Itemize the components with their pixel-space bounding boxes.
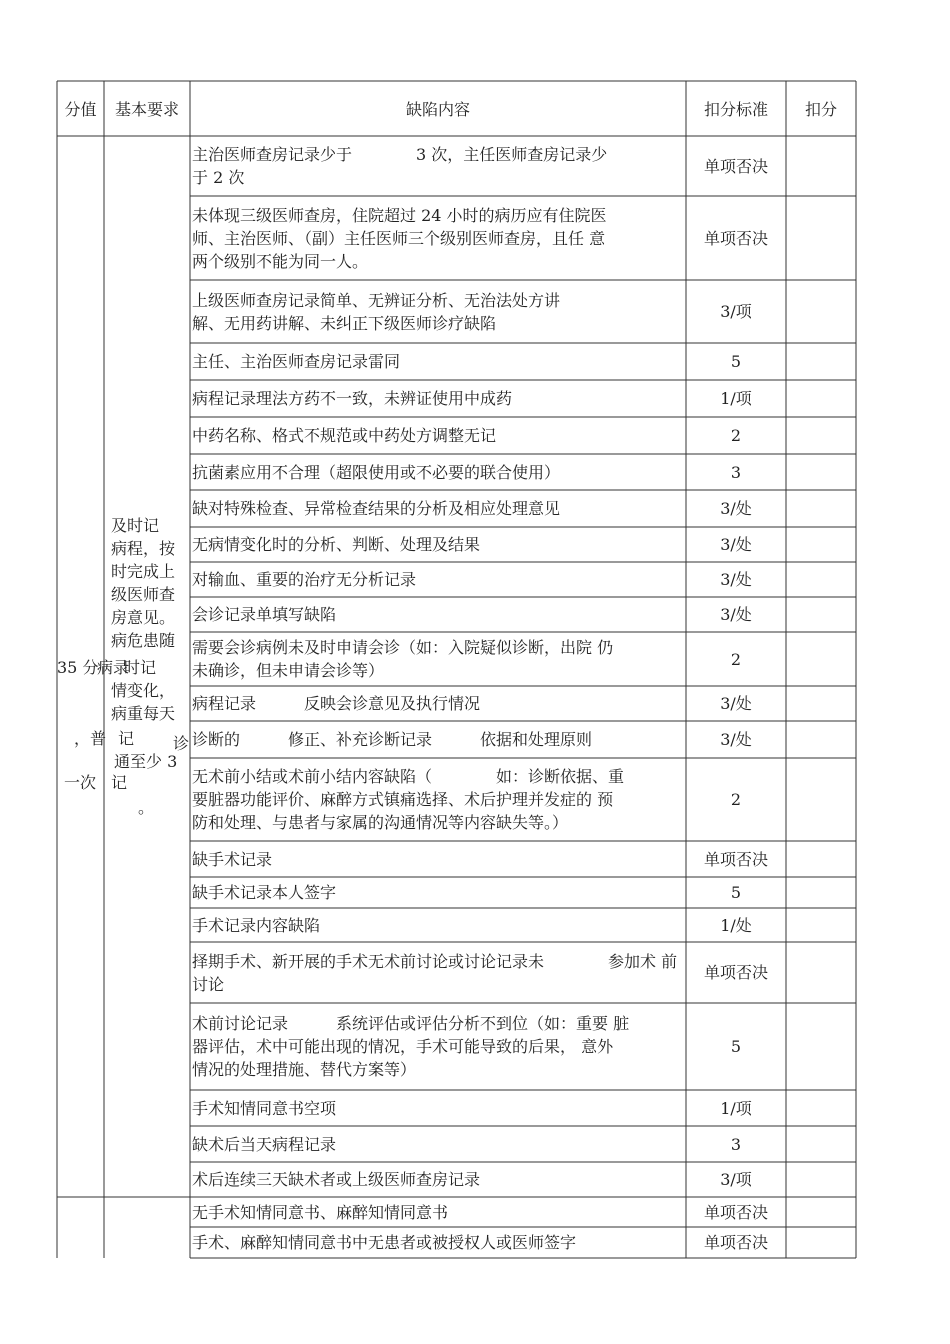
- header-basic-requirement: 基本要求: [114, 100, 179, 119]
- basic-requirement-line: 病危患随: [111, 631, 176, 650]
- basic-requirement-line: 记: [118, 729, 135, 748]
- defect-content-line: 缺手术记录: [192, 849, 273, 869]
- basic-requirement-line: 病重每天: [111, 704, 176, 723]
- deduction-standard-cell: 5: [730, 883, 742, 902]
- defect-content-line: 病程记录 反映会诊意见及执行情况: [192, 694, 481, 713]
- fragment-d: 诊: [173, 734, 190, 753]
- deduction-standard-cell: 1/处: [720, 915, 752, 935]
- basic-requirement-line: 房意见。: [111, 608, 176, 627]
- defect-content-line: 手术、麻醉知情同意书中无患者或被授权人或医师签字: [192, 1233, 577, 1252]
- defect-content-line: 术后连续三天缺术者或上级医师查房记录: [192, 1170, 481, 1189]
- defect-content-line: 抗菌素应用不合理（超限使用或不必要的联合使用）: [192, 462, 561, 482]
- defect-content-line: 病程记录理法方药不一致，未辨证使用中成药: [192, 389, 513, 408]
- deduction-standard-cell: 单项否决: [703, 228, 768, 248]
- deduction-standard-cell: 2: [730, 649, 742, 669]
- basic-requirement-line: 及时记: [111, 516, 160, 535]
- deduction-standard-cell: 3/处: [720, 499, 752, 518]
- defect-content-line: 主治医师查房记录少于 3 次，主任医师查房记录少: [192, 145, 608, 164]
- score-label: 35 分: [57, 658, 99, 677]
- deduction-standard-cell: 单项否决: [703, 1202, 768, 1222]
- deduction-standard-cell: 3/处: [720, 694, 752, 713]
- basic-requirement-line: 时记: [124, 658, 157, 677]
- defect-content-line: 于 2 次: [192, 168, 245, 187]
- basic-requirement-line: 级医师查: [111, 585, 176, 604]
- basic-requirement-line: 通至少 3: [114, 752, 178, 771]
- deduction-standard-cell: 5: [730, 1037, 742, 1056]
- basic-requirement-line: 时完成上: [111, 562, 176, 581]
- defect-content-line: 未体现三级医师查房，住院超过 24 小时的病历应有住院医: [192, 205, 607, 225]
- basic-requirement-line: 病程，按: [111, 539, 176, 558]
- deduction-standard-cell: 3/处: [720, 730, 752, 749]
- defect-content-line: 手术记录内容缺陷: [192, 915, 321, 935]
- header-score: 分值: [64, 100, 97, 119]
- defect-content-line: 需要会诊病例未及时申请会诊（如：入院疑似诊断，出院 仍: [192, 638, 614, 657]
- fragment-a: 病录: [97, 658, 130, 677]
- defect-content-line: 缺手术记录本人签字: [192, 883, 337, 902]
- defect-content-line: 诊断的 修正、补充诊断记录 依据和处理原则: [192, 730, 593, 749]
- deduction-standard-cell: 单项否决: [703, 849, 768, 869]
- defect-content-line: 防和处理、与患者与家属的沟通情况等内容缺失等。）: [192, 813, 569, 832]
- defect-content-line: 术前讨论记录 系统评估或评估分析不到位（如：重要 脏: [192, 1014, 630, 1033]
- defect-content-line: 无手术知情同意书、麻醉知情同意书: [192, 1202, 449, 1222]
- defect-content-line: 要脏器功能评价、麻醉方式镇痛选择、术后护理并发症的 预: [192, 790, 614, 809]
- defect-content-line: 无病情变化时的分析、判断、处理及结果: [192, 535, 481, 554]
- fragment-b: ，普: [74, 729, 107, 748]
- defect-content-line: 中药名称、格式不规范或中药处方调整无记: [192, 426, 497, 445]
- defect-content-line: 两个级别不能为同一人。: [192, 251, 369, 271]
- defect-content-line: 器评估，术中可能出现的情况，手术可能导致的后果， 意外: [192, 1037, 614, 1056]
- defect-content-line: 上级医师查房记录简单、无辨证分析、无治法处方讲: [192, 290, 561, 310]
- deduction-standard-cell: 单项否决: [703, 156, 768, 176]
- defect-content-line: 解、无用药讲解、未纠正下级医师诊疗缺陷: [192, 313, 497, 333]
- deduction-standard-cell: 单项否决: [703, 1233, 768, 1252]
- defect-content-line: 缺对特殊检查、异常检查结果的分析及相应处理意见: [192, 499, 561, 518]
- deduction-standard-cell: 3/项: [720, 302, 752, 321]
- deduction-standard-cell: 1/项: [720, 389, 752, 408]
- defect-content-line: 主任、主治医师查房记录雷同: [192, 352, 401, 371]
- fragment-c: 一次: [64, 773, 97, 792]
- deduction-standard-cell: 3: [730, 1134, 742, 1154]
- deduction-standard-cell: 3: [730, 462, 742, 482]
- deduction-standard-cell: 3/处: [720, 535, 752, 554]
- defect-content-line: 对输血、重要的治疗无分析记录: [192, 570, 417, 589]
- deduction-standard-cell: 3/处: [720, 605, 752, 624]
- basic-requirement-line: 。: [138, 798, 155, 817]
- header-deduction: 扣分: [804, 100, 837, 119]
- basic-requirement-line: 记: [111, 773, 128, 792]
- deduction-standard-cell: 5: [730, 352, 742, 371]
- basic-requirement-line: 情变化，: [111, 681, 176, 700]
- header-defect-content: 缺陷内容: [405, 100, 470, 119]
- defect-content-line: 情况的处理措施、替代方案等）: [192, 1060, 417, 1079]
- defect-content-line: 无术前小结或术前小结内容缺陷（ 如：诊断依据、重: [192, 767, 625, 786]
- deduction-standard-cell: 2: [730, 790, 742, 809]
- deduction-standard-cell: 3/项: [720, 1170, 752, 1189]
- header-deduction-standard: 扣分标准: [703, 100, 768, 119]
- deduction-standard-cell: 2: [730, 426, 742, 445]
- defect-content-line: 会诊记录单填写缺陷: [192, 605, 337, 624]
- defect-content-line: 师、主治医师、（副）主任医师三个级别医师查房，且任 意: [192, 228, 606, 248]
- defect-content-line: 缺术后当天病程记录: [192, 1134, 337, 1154]
- defect-content-line: 未确诊，但未申请会诊等）: [192, 661, 385, 680]
- deduction-standard-cell: 3/处: [720, 570, 752, 589]
- deduction-standard-cell: 单项否决: [703, 963, 768, 982]
- defect-content-line: 讨论: [192, 974, 225, 994]
- defect-content-line: 择期手术、新开展的手术无术前讨论或讨论记录未 参加术 前: [192, 951, 678, 971]
- deduction-standard-cell: 1/项: [720, 1098, 752, 1118]
- defect-content-line: 手术知情同意书空项: [192, 1098, 337, 1118]
